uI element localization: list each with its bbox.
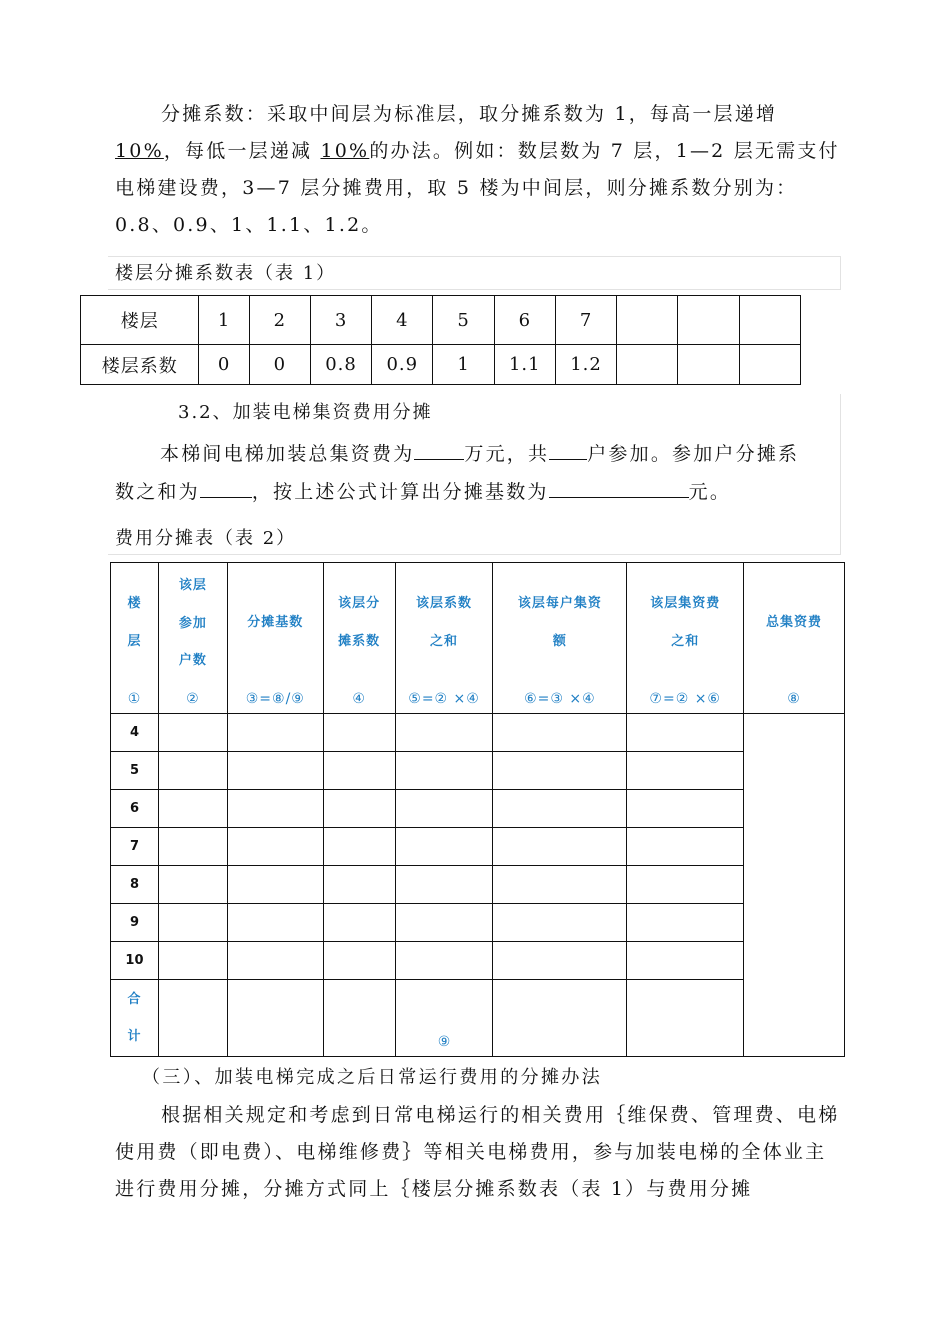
decrease-percent: 10% xyxy=(320,140,370,162)
section32-line1 xyxy=(160,436,799,473)
total-row-label: 合 计 xyxy=(111,980,159,1057)
section32-heading: 3.2、加装电梯集资费用分摊 xyxy=(178,402,433,423)
coefficient-cell: 1.1 xyxy=(494,345,555,385)
table-cell[interactable] xyxy=(227,828,323,866)
line1-text-b: 万元，共 xyxy=(464,443,550,465)
table-cell[interactable] xyxy=(627,942,744,980)
table-cell[interactable] xyxy=(323,866,395,904)
table-cell[interactable] xyxy=(395,904,493,942)
table-cell[interactable] xyxy=(158,980,227,1057)
coefficient-cell: 1.2 xyxy=(555,345,616,385)
table-cell[interactable] xyxy=(323,980,395,1057)
table-cell[interactable] xyxy=(493,790,627,828)
table-cell[interactable] xyxy=(493,904,627,942)
row-floor-label: 7 xyxy=(111,828,159,866)
row-floor-label: 9 xyxy=(111,904,159,942)
table-row xyxy=(111,904,845,942)
row-floor-label: 8 xyxy=(111,866,159,904)
table2-header-row xyxy=(111,563,845,714)
base-amount-blank[interactable] xyxy=(549,479,689,498)
table-cell[interactable] xyxy=(395,828,493,866)
section3-body: 根据相关规定和考虑到日常电梯运行的相关费用｛维保费、管理费、电梯使用费（即电费）、电梯维修费｝等相关电梯费用，参与加装电梯的全体业主进行费用分摊，分摊方式同上｛楼层分摊系数表（表 1）与费用分摊 xyxy=(115,1104,840,1200)
table-cell[interactable] xyxy=(627,790,744,828)
floor-cell: 7 xyxy=(555,296,616,345)
table-row xyxy=(111,790,845,828)
header-base: 分摊基数 ③=⑧/⑨ xyxy=(227,563,323,714)
coefficient-row-label: 楼层系数 xyxy=(81,345,199,385)
section3-heading: （三）、加装电梯完成之后日常运行费用的分摊办法 xyxy=(142,1067,603,1088)
header-floor-total: 该层集资费 之和 ⑦=② ×⑥ xyxy=(627,563,744,714)
floor-cell xyxy=(739,296,800,345)
header-floor-coefficient: 该层分 摊系数 ④ xyxy=(323,563,395,714)
row-floor-label: 5 xyxy=(111,752,159,790)
table-cell[interactable] xyxy=(493,714,627,752)
table2-caption: 费用分摊表（表 2） xyxy=(115,528,297,549)
header-coefficient-sum: 该层系数 之和 ⑤=② ×④ xyxy=(395,563,493,714)
intro-text-1: 分摊系数：采取中间层为标准层，取分摊系数为 1，每高一层递增 xyxy=(161,103,778,125)
table-cell[interactable] xyxy=(627,828,744,866)
floor-cell xyxy=(678,296,739,345)
coefficient-row xyxy=(81,345,801,385)
table-cell[interactable] xyxy=(158,866,227,904)
table-cell[interactable] xyxy=(158,904,227,942)
table-cell[interactable] xyxy=(227,714,323,752)
line2-text-a: 数之和为 xyxy=(115,481,200,503)
line1-text-c: 户参加。参加户分摊系 xyxy=(587,443,800,465)
coefficient-cell xyxy=(617,345,678,385)
table-cell[interactable] xyxy=(227,752,323,790)
increase-percent: 10% xyxy=(115,140,164,162)
table-cell[interactable] xyxy=(323,714,395,752)
coefficient-cell: 0 xyxy=(249,345,310,385)
table-cell[interactable] xyxy=(627,866,744,904)
total-fund-blank[interactable] xyxy=(414,441,464,460)
table-cell[interactable] xyxy=(493,980,627,1057)
floor-cell: 6 xyxy=(494,296,555,345)
coefficient-cell: 0 xyxy=(199,345,249,385)
coefficient-cell xyxy=(678,345,739,385)
table-cell[interactable] xyxy=(627,752,744,790)
table-row xyxy=(111,828,845,866)
table-cell[interactable] xyxy=(227,790,323,828)
table-cell[interactable] xyxy=(158,790,227,828)
floor-cell xyxy=(617,296,678,345)
table-cell[interactable] xyxy=(227,980,323,1057)
floor-cell: 5 xyxy=(433,296,494,345)
line2-text-b: ，按上述公式计算出分摊基数为 xyxy=(251,481,549,503)
table-cell[interactable] xyxy=(627,904,744,942)
intro-paragraph xyxy=(115,96,840,244)
total-coefficient-symbol: ⑨ xyxy=(437,1034,451,1050)
table-cell[interactable] xyxy=(323,828,395,866)
table-cell[interactable] xyxy=(493,828,627,866)
table-cell[interactable] xyxy=(227,866,323,904)
table-cell[interactable] xyxy=(395,866,493,904)
floor-row xyxy=(81,296,801,345)
header-grand-total: 总集资费 ⑧ xyxy=(744,563,845,714)
table-cell[interactable] xyxy=(323,904,395,942)
coefficient-cell: 0.9 xyxy=(372,345,433,385)
fee-allocation-table xyxy=(110,562,845,1057)
header-per-household: 该层每户集资 额 ⑥=③ ×④ xyxy=(493,563,627,714)
table-cell[interactable] xyxy=(493,866,627,904)
total-row xyxy=(111,980,845,1057)
coefficient-cell: 0.8 xyxy=(310,345,371,385)
table-cell[interactable] xyxy=(323,942,395,980)
table-cell[interactable] xyxy=(158,942,227,980)
table1-caption: 楼层分摊系数表（表 1） xyxy=(115,263,337,284)
table-cell[interactable] xyxy=(395,942,493,980)
row-floor-label: 6 xyxy=(111,790,159,828)
table-cell[interactable] xyxy=(395,790,493,828)
coefficient-cell xyxy=(739,345,800,385)
table-row xyxy=(111,866,845,904)
floor-cell: 3 xyxy=(310,296,371,345)
table-cell[interactable] xyxy=(158,714,227,752)
header-floor: 楼 层 ① xyxy=(111,563,159,714)
floor-row-label: 楼层 xyxy=(81,296,199,345)
intro-text-3: 的办法。例如：数层数为 7 层，1—2 层无需支付电梯建设费，3—7 层分摊费用，取 5 楼为中间层，则分摊系数分别为：0.8、0.9、1、1.1、1.2。 xyxy=(115,140,840,236)
floor-cell: 2 xyxy=(249,296,310,345)
table-row xyxy=(111,942,845,980)
line1-text-a: 本梯间电梯加装总集资费为 xyxy=(160,443,415,465)
table-cell[interactable] xyxy=(323,790,395,828)
floor-cell: 1 xyxy=(199,296,249,345)
header-households: 该层 参加 户数 ② xyxy=(158,563,227,714)
total-coefficient-sum-cell[interactable] xyxy=(395,980,493,1057)
row-floor-label: 4 xyxy=(111,714,159,752)
table-cell[interactable] xyxy=(493,942,627,980)
intro-text-2: ，每低一层递减 xyxy=(163,140,321,162)
table-cell[interactable] xyxy=(627,980,744,1057)
table-cell[interactable] xyxy=(323,752,395,790)
table-cell[interactable] xyxy=(395,752,493,790)
floor-coefficient-table xyxy=(80,295,801,385)
table-cell[interactable] xyxy=(227,904,323,942)
line2-text-c: 元。 xyxy=(688,481,732,503)
table-cell[interactable] xyxy=(158,828,227,866)
table-cell[interactable] xyxy=(158,752,227,790)
floor-cell: 4 xyxy=(372,296,433,345)
table-cell[interactable] xyxy=(493,752,627,790)
coefficient-cell: 1 xyxy=(433,345,494,385)
row-floor-label: 10 xyxy=(111,942,159,980)
grand-total-cell[interactable] xyxy=(744,714,845,1057)
table-cell[interactable] xyxy=(627,714,744,752)
table-cell[interactable] xyxy=(395,714,493,752)
household-count-blank[interactable] xyxy=(549,441,587,460)
coefficient-sum-blank[interactable] xyxy=(200,479,252,498)
section32-line2 xyxy=(115,474,731,511)
table-row xyxy=(111,752,845,790)
table-row xyxy=(111,714,845,752)
table-cell[interactable] xyxy=(227,942,323,980)
